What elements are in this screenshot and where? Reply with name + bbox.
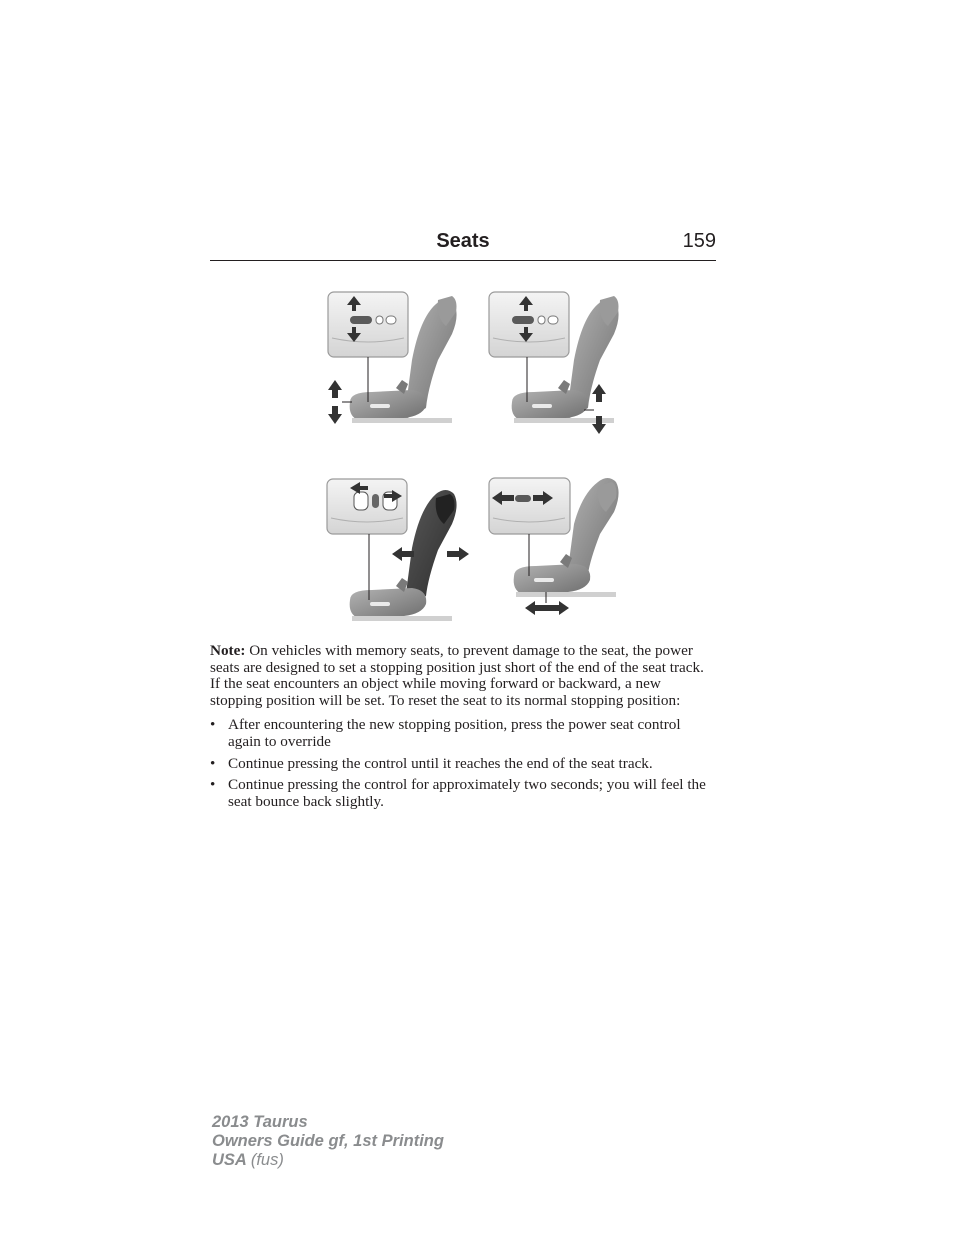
bullet-marker: • [210, 754, 216, 772]
footer-code: (fus) [250, 1151, 284, 1169]
list-item-text: After encountering the new stopping position, press the power seat control again to override [228, 716, 681, 750]
footer-model: 2013 Taurus [212, 1113, 308, 1131]
bullet-marker: • [210, 776, 216, 794]
footer-guide: Owners Guide gf, 1st Printing [212, 1132, 444, 1150]
note-text: On vehicles with memory seats, to prevent damage to the seat, the power seats are designed to set a stopping position just short of the end of the seat track. If the seat encounters an object while moving forward or backward, a new stopping position will be set. To reset the seat to its normal stopping position: [210, 642, 704, 709]
list-item-text: Continue pressing the control until it reaches the end of the seat track. [228, 754, 653, 772]
page-footer [212, 1113, 444, 1170]
bullet-marker: • [210, 716, 216, 734]
body-text [210, 643, 716, 815]
section-title: Seats [436, 230, 490, 252]
seat-diagram-rear-height [489, 292, 619, 434]
page-header [210, 228, 716, 261]
list-item [210, 777, 716, 810]
list-item-text: Continue pressing the control for approximately two seconds; you will feel the seat bounce back slightly. [228, 776, 706, 810]
seat-diagram-front-height [328, 292, 457, 424]
note-label: Note: [210, 642, 246, 659]
list-item [210, 717, 716, 750]
power-seat-illustration [320, 284, 640, 634]
list-item [210, 756, 716, 773]
footer-region: USA [212, 1151, 247, 1169]
footer-market [212, 1151, 444, 1170]
page-number: 159 [682, 230, 716, 252]
memory-seat-note [210, 643, 716, 709]
seat-diagram-recline [327, 479, 469, 621]
bullet-list [210, 717, 716, 810]
seat-diagram-fore-aft [489, 478, 619, 615]
